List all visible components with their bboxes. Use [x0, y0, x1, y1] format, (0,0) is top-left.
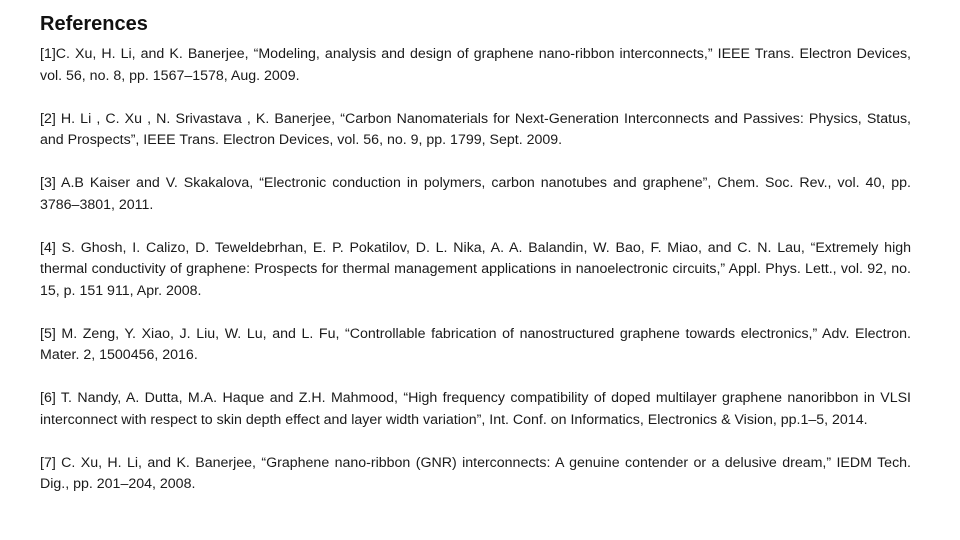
reference-item-6: [6] T. Nandy, A. Dutta, M.A. Haque and Z.H. Mahmood, “High frequency compatibility of doped multilayer graphene nanoribbon in VLSI interconnect with respect to skin depth effect and layer width variation”, Int. Conf. on Informatics, Electronics & Vision, pp.1–5, 2014. [40, 390, 911, 428]
reference-item-7: [7] C. Xu, H. Li, and K. Banerjee, “Graphene nano-ribbon (GNR) interconnects: A genuine contender or a delusive dream,” IEDM Tech. Dig., pp. 201–204, 2008. [40, 454, 911, 492]
page-title: References [40, 13, 148, 35]
reference-item-2: [2] H. Li , C. Xu , N. Srivastava , K. Banerjee, “Carbon Nanomaterials for Next-Generation Interconnects and Passives: Physics, Status, and Prospects”, IEEE Trans. Electron Devices, vol. 56, no. 9, pp. 1799, Sept. 2009. [40, 110, 911, 148]
reference-item-5: [5] M. Zeng, Y. Xiao, J. Liu, W. Lu, and L. Fu, “Controllable fabrication of nanostructured graphene towards electronics,” Adv. Electron. Mater. 2, 1500456, 2016. [40, 325, 911, 363]
reference-item-3: [3] A.B Kaiser and V. Skakalova, “Electronic conduction in polymers, carbon nanotubes and graphene”, Chem. Soc. Rev., vol. 40, pp. 3786–3801, 2011. [40, 175, 911, 213]
reference-list [40, 44, 911, 496]
references-slide [40, 10, 911, 517]
reference-item-4: [4] S. Ghosh, I. Calizo, D. Teweldebrhan, E. P. Pokatilov, D. L. Nika, A. A. Balandin, W. Bao, F. Miao, and C. N. Lau, “Extremely high thermal conductivity of graphene: Prospects for thermal management applications in nanoelectronic circuits,” Appl. Phys. Lett., vol. 92, no. 15, p. 151 911, Apr. 2008. [40, 239, 911, 299]
reference-item-1: [1]C. Xu, H. Li, and K. Banerjee, “Modeling, analysis and design of graphene nano-ribbon interconnects,” IEEE Trans. Electron Devices, vol. 56, no. 8, pp. 1567–1578, Aug. 2009. [40, 46, 911, 84]
